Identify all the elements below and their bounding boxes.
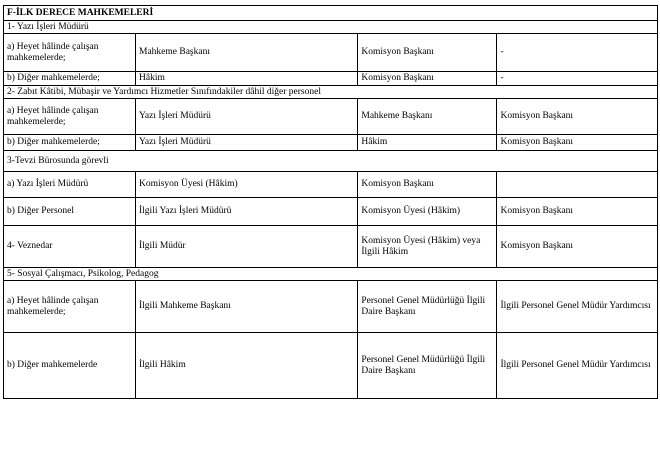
table-cell: - bbox=[497, 72, 658, 86]
section-heading: 2- Zabıt Kâtibi, Mübaşir ve Yardımcı Hizmetler Sınıfındakiler dâhil diğer personel bbox=[4, 86, 658, 99]
table-cell: b) Diğer Personel bbox=[4, 198, 136, 226]
table-cell: Yazı İşleri Müdürü bbox=[136, 135, 358, 151]
title-row bbox=[4, 6, 658, 21]
table-cell: Komisyon Başkanı bbox=[497, 226, 658, 268]
table-cell: İlgili Yazı İşleri Müdürü bbox=[136, 198, 358, 226]
table-cell: a) Heyet hâlinde çalışan mahkemelerde; bbox=[4, 99, 136, 135]
table-row bbox=[4, 72, 658, 86]
table-cell: Personel Genel Müdürlüğü İlgili Daire Başkanı bbox=[358, 333, 497, 399]
table-cell: a) Heyet hâlinde çalışan mahkemelerde; bbox=[4, 281, 136, 333]
table-cell: Komisyon Başkanı bbox=[358, 172, 497, 198]
table-cell: Mahkeme Başkanı bbox=[358, 99, 497, 135]
table-cell: İlgili Müdür bbox=[136, 226, 358, 268]
table-cell: Komisyon Üyesi (Hâkim) bbox=[136, 172, 358, 198]
table-row bbox=[4, 281, 658, 333]
table-cell: b) Diğer mahkemelerde; bbox=[4, 135, 136, 151]
court-authority-table bbox=[3, 5, 658, 399]
table-row bbox=[4, 135, 658, 151]
table-row bbox=[4, 198, 658, 226]
section-heading: 3-Tevzi Bürosunda görevli bbox=[4, 151, 658, 172]
table-cell bbox=[497, 172, 658, 198]
section-row bbox=[4, 151, 658, 172]
table-cell: Komisyon Başkanı bbox=[358, 34, 497, 72]
table-cell: İlgili Hâkim bbox=[136, 333, 358, 399]
section-heading: 5- Sosyal Çalışmacı, Psikolog, Pedagog bbox=[4, 268, 658, 281]
section-row bbox=[4, 21, 658, 34]
table-cell: İlgili Personel Genel Müdür Yardımcısı bbox=[497, 281, 658, 333]
table-cell: b) Diğer mahkemelerde bbox=[4, 333, 136, 399]
table-cell: Hâkim bbox=[136, 72, 358, 86]
table-title: F-İLK DERECE MAHKEMELERİ bbox=[4, 6, 658, 21]
table-cell: İlgili Mahkeme Başkanı bbox=[136, 281, 358, 333]
table-cell: Personel Genel Müdürlüğü İlgili Daire Başkanı bbox=[358, 281, 497, 333]
table-cell: - bbox=[497, 34, 658, 72]
table-cell: Komisyon Üyesi (Hâkim) veya İlgili Hâkim bbox=[358, 226, 497, 268]
table-cell: Hâkim bbox=[358, 135, 497, 151]
table-cell: Komisyon Başkanı bbox=[497, 198, 658, 226]
table-row bbox=[4, 34, 658, 72]
section-row bbox=[4, 268, 658, 281]
table-cell: Komisyon Başkanı bbox=[497, 99, 658, 135]
table-cell: Komisyon Üyesi (Hâkim) bbox=[358, 198, 497, 226]
table-cell: Mahkeme Başkanı bbox=[136, 34, 358, 72]
table-cell: b) Diğer mahkemelerde; bbox=[4, 72, 136, 86]
table-row bbox=[4, 333, 658, 399]
table-cell: Yazı İşleri Müdürü bbox=[136, 99, 358, 135]
table-row bbox=[4, 99, 658, 135]
table-cell: İlgili Personel Genel Müdür Yardımcısı bbox=[497, 333, 658, 399]
table-cell: Komisyon Başkanı bbox=[358, 72, 497, 86]
table-cell: a) Heyet hâlinde çalışan mahkemelerde; bbox=[4, 34, 136, 72]
table-cell: 4- Veznedar bbox=[4, 226, 136, 268]
table-cell: a) Yazı İşleri Müdürü bbox=[4, 172, 136, 198]
table-row bbox=[4, 172, 658, 198]
section-row bbox=[4, 86, 658, 99]
table-cell: Komisyon Başkanı bbox=[497, 135, 658, 151]
section-heading: 1- Yazı İşleri Müdürü bbox=[4, 21, 658, 34]
table-row bbox=[4, 226, 658, 268]
